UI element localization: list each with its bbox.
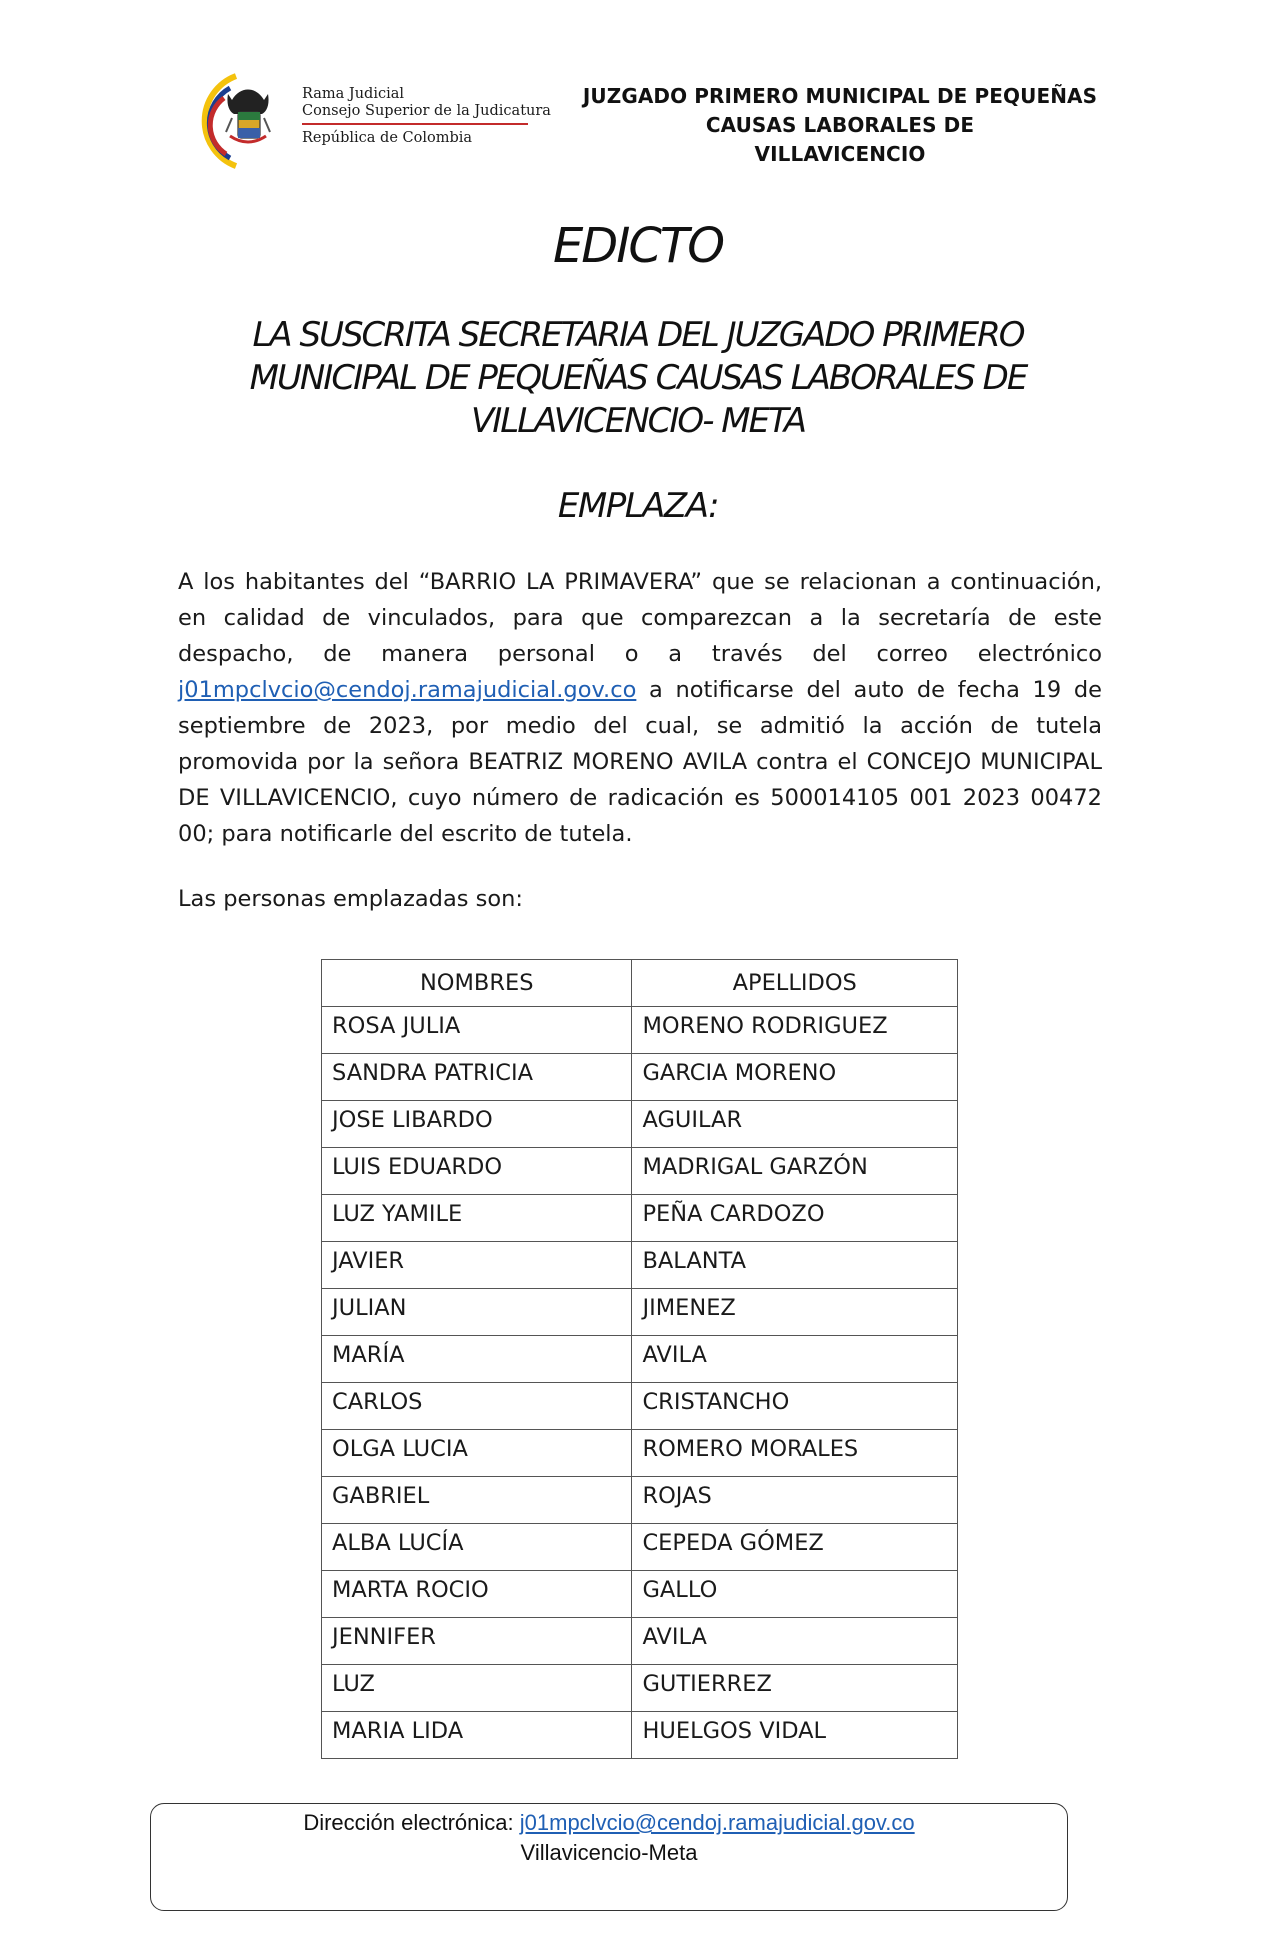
table-row: [322, 1195, 958, 1242]
cell-apellidos: ROMERO MORALES: [632, 1430, 958, 1477]
table-header-row: [322, 960, 958, 1007]
logo-line-rama: Rama Judicial: [302, 86, 405, 102]
cell-apellidos: CRISTANCHO: [632, 1383, 958, 1430]
cell-nombres: GABRIEL: [322, 1477, 632, 1524]
cell-apellidos: AVILA: [632, 1336, 958, 1383]
lead-text: Las personas emplazadas son:: [178, 886, 523, 912]
cell-apellidos: GALLO: [632, 1571, 958, 1618]
footer-label: Dirección electrónica:: [303, 1810, 520, 1835]
cell-nombres: JENNIFER: [322, 1618, 632, 1665]
footer-address-row: [151, 1808, 1067, 1838]
table-row: [322, 1148, 958, 1195]
logo-divider: [302, 123, 528, 125]
table-body: [322, 1007, 958, 1759]
emplazados-table: [321, 959, 958, 1759]
table-row: [322, 1712, 958, 1759]
document-subtitle: [0, 314, 1276, 443]
cell-nombres: MARIA LIDA: [322, 1712, 632, 1759]
logo-line-republica: República de Colombia: [302, 129, 473, 146]
footer-box: [150, 1803, 1068, 1911]
footer-city: Villavicencio-Meta: [520, 1840, 698, 1865]
cell-nombres: OLGA LUCIA: [322, 1430, 632, 1477]
cell-nombres: MARTA ROCIO: [322, 1571, 632, 1618]
cell-nombres: ALBA LUCÍA: [322, 1524, 632, 1571]
table-row: [322, 1289, 958, 1336]
cell-nombres: LUZ YAMILE: [322, 1195, 632, 1242]
cell-apellidos: BALANTA: [632, 1242, 958, 1289]
table-row: [322, 1383, 958, 1430]
subtitle-line-1: LA SUSCRITA SECRETARIA DEL JUZGADO PRIMERO: [252, 315, 1024, 355]
cell-apellidos: JIMENEZ: [632, 1289, 958, 1336]
cell-nombres: LUIS EDUARDO: [322, 1148, 632, 1195]
cell-apellidos: AGUILAR: [632, 1101, 958, 1148]
court-header-line-2: CAUSAS LABORALES DE: [705, 113, 975, 137]
cell-apellidos: CEPEDA GÓMEZ: [632, 1524, 958, 1571]
cell-nombres: SANDRA PATRICIA: [322, 1054, 632, 1101]
body-part-2: a notificarse del auto de fecha 19 de septiembre de 2023, por medio del cual, se admitió la acción de tutela promovida por la señora BEATRIZ MORENO AVILA contra el CONCEJO MUNICIPAL DE VILLAVICENCIO, cuyo número de radicación es 500014105 001 2023 00472 00; para notificarle del escrito de tutela.: [178, 677, 1102, 847]
document-title: EDICTO: [552, 218, 724, 274]
cell-apellidos: ROJAS: [632, 1477, 958, 1524]
cell-apellidos: GARCIA MORENO: [632, 1054, 958, 1101]
header-nombres: NOMBRES: [322, 960, 632, 1007]
table-row: [322, 1101, 958, 1148]
cell-apellidos: MORENO RODRIGUEZ: [632, 1007, 958, 1054]
cell-apellidos: GUTIERREZ: [632, 1665, 958, 1712]
table-row: [322, 1618, 958, 1665]
table-row: [322, 1430, 958, 1477]
logo-text: [302, 86, 551, 147]
body-email-link[interactable]: j01mpclvcio@cendoj.ramajudicial.gov.co: [178, 677, 637, 703]
table-row: [322, 1054, 958, 1101]
cell-nombres: JAVIER: [322, 1242, 632, 1289]
subtitle-line-3: VILLAVICENCIO- META: [470, 401, 805, 441]
cell-nombres: MARÍA: [322, 1336, 632, 1383]
table-row: [322, 1242, 958, 1289]
cell-apellidos: MADRIGAL GARZÓN: [632, 1148, 958, 1195]
cell-nombres: ROSA JULIA: [322, 1007, 632, 1054]
cell-nombres: JOSE LIBARDO: [322, 1101, 632, 1148]
court-header-line-3: VILLAVICENCIO: [754, 142, 926, 166]
cell-nombres: LUZ: [322, 1665, 632, 1712]
cell-nombres: CARLOS: [322, 1383, 632, 1430]
body-paragraph: [178, 564, 1102, 852]
emplaza-heading: EMPLAZA:: [557, 486, 719, 526]
rama-judicial-seal-icon: [196, 66, 306, 176]
cell-apellidos: AVILA: [632, 1618, 958, 1665]
footer-email-link[interactable]: j01mpclvcio@cendoj.ramajudicial.gov.co: [519, 1810, 915, 1835]
table-row: [322, 1571, 958, 1618]
cell-apellidos: PEÑA CARDOZO: [632, 1195, 958, 1242]
court-header-line-1: JUZGADO PRIMERO MUNICIPAL DE PEQUEÑAS: [582, 84, 1098, 108]
cell-nombres: JULIAN: [322, 1289, 632, 1336]
logo-line-consejo: Consejo Superior de la Judicatura: [302, 103, 551, 119]
court-header: [560, 82, 1120, 169]
header-apellidos: APELLIDOS: [632, 960, 958, 1007]
body-part-1: A los habitantes del “BARRIO LA PRIMAVERA” que se relacionan a continuación, en calidad de vinculados, para que comparezcan a la secretaría de este despacho, de manera personal o a través del correo electrónico: [178, 569, 1102, 667]
table-row: [322, 1336, 958, 1383]
table-row: [322, 1665, 958, 1712]
table-row: [322, 1007, 958, 1054]
table-row: [322, 1477, 958, 1524]
subtitle-line-2: MUNICIPAL DE PEQUEÑAS CAUSAS LABORALES DE: [249, 358, 1027, 398]
cell-apellidos: HUELGOS VIDAL: [632, 1712, 958, 1759]
table-row: [322, 1524, 958, 1571]
